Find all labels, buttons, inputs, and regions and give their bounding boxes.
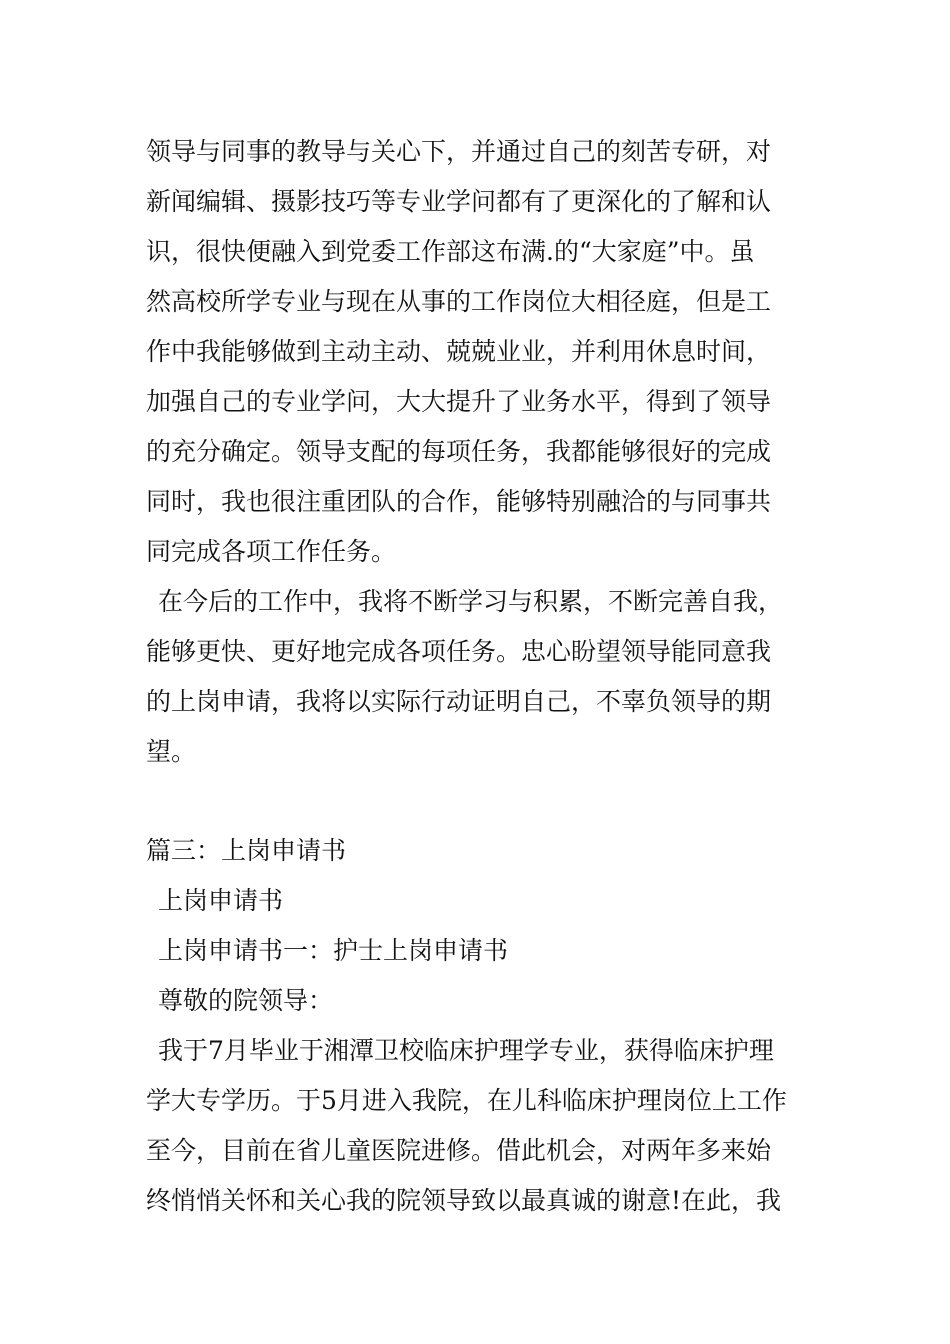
body-text-line: 识，很快便融入到党委工作部这布满.的“大家庭”中。虽 [146,237,755,266]
subtitle-line: 上岗申请书一：护士上岗申请书 [158,936,509,965]
body-text-line: 学大专学历。于5月进入我院，在儿科临床护理岗位上工作 [146,1086,787,1115]
paragraph-start-line: 在今后的工作中，我将不断学习与积累，不断完善自我， [158,587,784,616]
body-text-line: 同时，我也很注重团队的合作，能够特别融洽的与同事共 [146,487,772,516]
body-text-line: 同完成各项工作任务。 [146,537,397,566]
body-text-line: 作中我能够做到主动主动、兢兢业业，并利用休息时间， [146,337,772,366]
section-heading: 篇三：上岗申请书 [146,836,347,865]
body-text-line: 新闻编辑、摄影技巧等专业学问都有了更深化的了解和认 [146,187,772,216]
body-text-line: 的充分确定。领导支配的每项任务，我都能够很好的完成 [146,437,772,466]
salutation: 尊敬的院领导： [158,986,334,1015]
body-text-line: 然高校所学专业与现在从事的工作岗位大相径庭，但是工 [146,287,772,316]
body-text-line: 终悄悄关怀和关心我的院领导致以最真诚的谢意!在此，我 [146,1186,782,1215]
body-text-line: 望。 [146,737,197,766]
paragraph-start-line: 我于7月毕业于湘潭卫校临床护理学专业，获得临床护理 [158,1036,774,1065]
body-text-line: 领导与同事的教导与关心下，并通过自己的刻苦专研，对 [146,137,772,166]
body-text-line: 加强自己的专业学问，大大提升了业务水平，得到了领导 [146,387,772,416]
body-text-line: 的上岗申请，我将以实际行动证明自己，不辜负领导的期 [146,687,772,716]
body-text-line: 至今，目前在省儿童医院进修。借此机会，对两年多来始 [146,1136,772,1165]
document-title: 上岗申请书 [158,886,284,915]
body-text-line: 能够更快、更好地完成各项任务。忠心盼望领导能同意我 [146,637,772,666]
